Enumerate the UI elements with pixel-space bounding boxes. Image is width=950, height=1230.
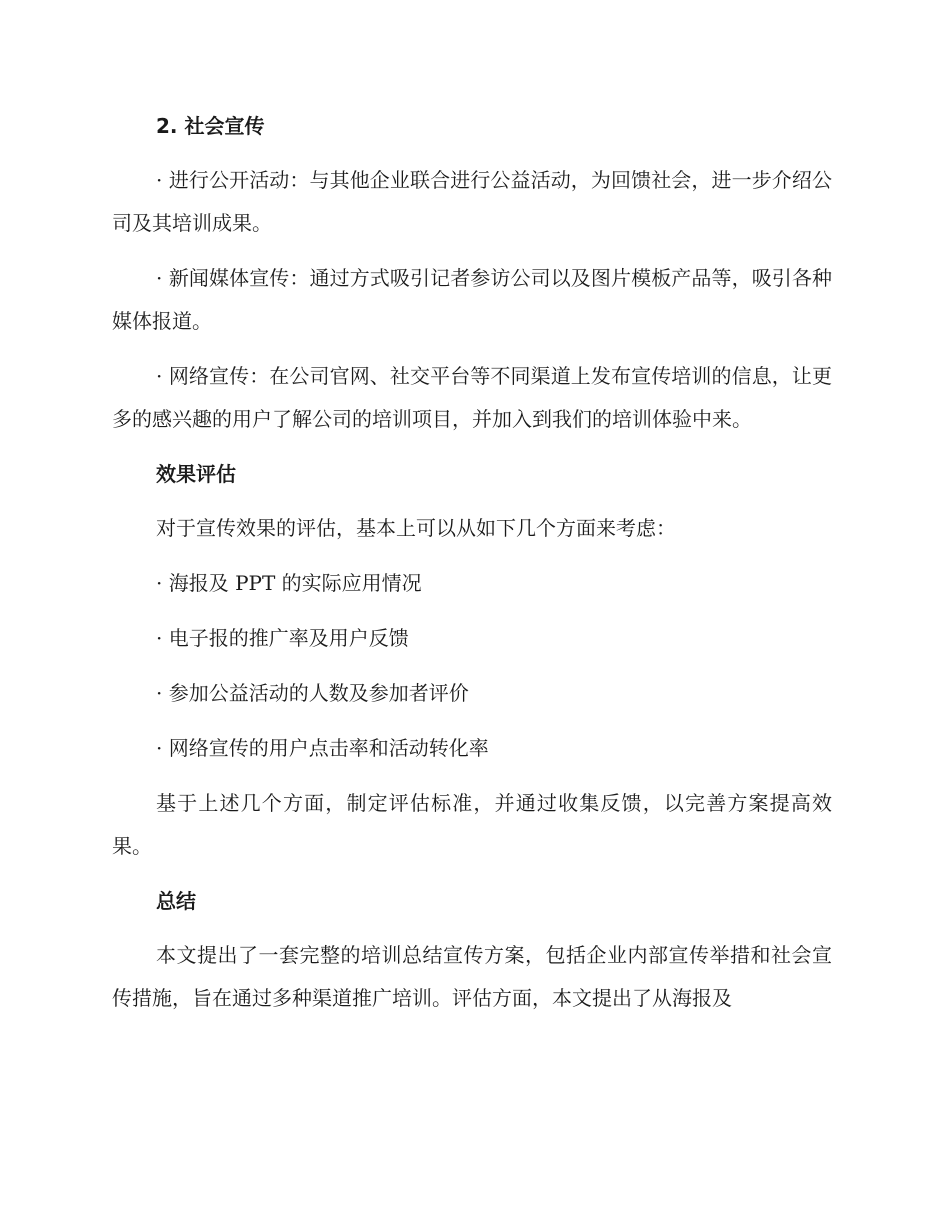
section-heading-summary: 总结 [156, 889, 196, 913]
section-heading-social-publicity: 2. 社会宣传 [156, 114, 265, 138]
paragraph-summary: 本文提出了一套完整的培训总结宣传方案，包括企业内部宣传举措和社会宣传措施，旨在通过多种渠道推广培训。评估方面，本文提出了从海报及 [112, 943, 832, 1010]
paragraph-news-media: · 新闻媒体宣传：通过方式吸引记者参访公司以及图片模板产品等，吸引各种媒体报道。 [112, 266, 832, 333]
list-item: · 海报及 PPT 的实际应用情况 [156, 571, 422, 595]
paragraph-public-activities: · 进行公开活动：与其他企业联合进行公益活动，为回馈社会，进一步介绍公司及其培训成果。 [112, 168, 832, 235]
list-item: · 参加公益活动的人数及参加者评价 [156, 681, 469, 705]
paragraph-evaluation-conclusion: 基于上述几个方面，制定评估标准，并通过收集反馈，以完善方案提高效果。 [112, 791, 832, 858]
paragraph-online-publicity: · 网络宣传：在公司官网、社交平台等不同渠道上发布宣传培训的信息，让更多的感兴趣的用户了解公司的培训项目，并加入到我们的培训体验中来。 [112, 364, 832, 431]
section-heading-evaluation: 效果评估 [156, 462, 236, 486]
paragraph-evaluation-intro: 对于宣传效果的评估，基本上可以从如下几个方面来考虑： [156, 516, 676, 540]
list-item: · 网络宣传的用户点击率和活动转化率 [156, 736, 489, 760]
list-item: · 电子报的推广率及用户反馈 [156, 626, 409, 650]
document-page [112, 104, 832, 1020]
